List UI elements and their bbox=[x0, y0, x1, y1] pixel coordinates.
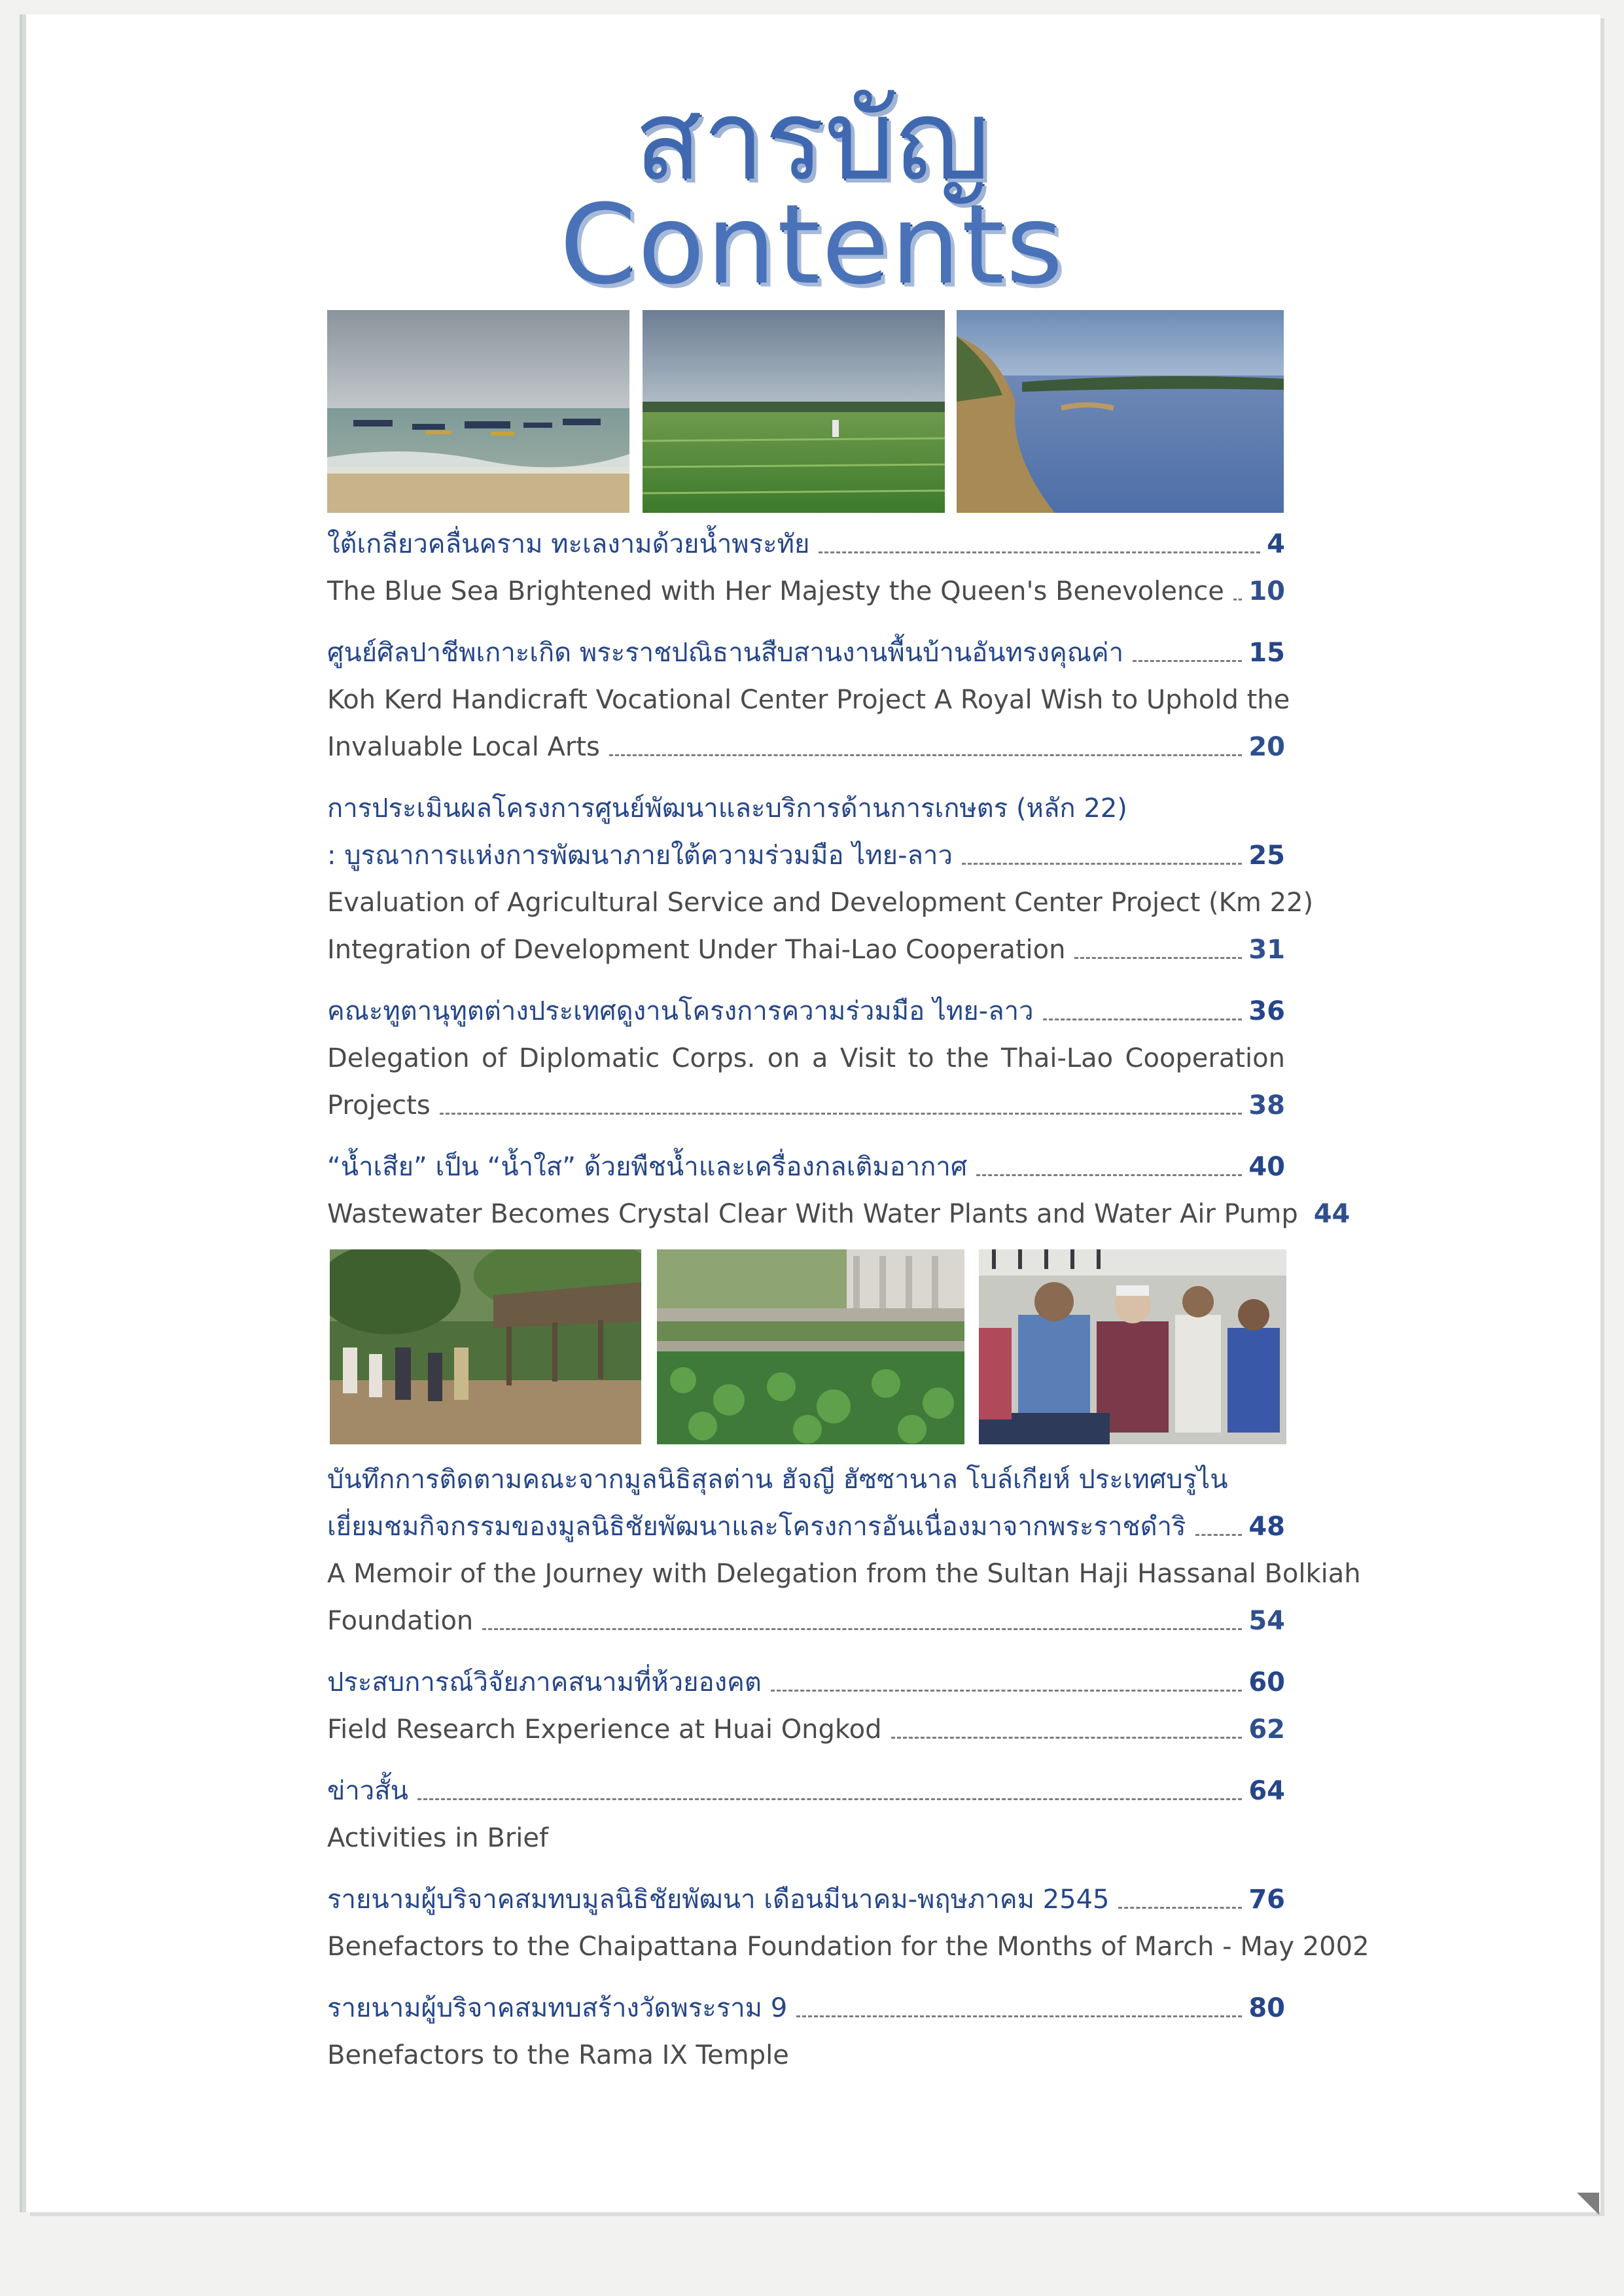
toc-entry-title: Field Research Experience at Huai Ongkod bbox=[327, 1714, 882, 1745]
toc-entry-title: Invaluable Local Arts bbox=[327, 732, 600, 762]
toc-entry-title: Koh Kerd Handicraft Vocational Center Project A Royal Wish to Uphold the bbox=[327, 685, 1290, 715]
toc-entry-thai-6-line-1[interactable] bbox=[327, 1459, 1285, 1501]
toc-entry-thai-6-line-2[interactable] bbox=[327, 1506, 1285, 1548]
toc-entry-thai-8[interactable] bbox=[327, 1770, 1285, 1812]
toc-page-number: 76 bbox=[1248, 1885, 1285, 1915]
toc-entry-title: Benefactors to the Rama IX Temple bbox=[327, 2040, 789, 2070]
toc-entry-title: รายนามผู้บริจาคสมทบสร้างวัดพระราม 9 bbox=[327, 1993, 788, 2023]
leader-dots bbox=[819, 551, 1260, 553]
photo-field-visit-image bbox=[330, 1249, 641, 1444]
toc-entry-thai-4[interactable] bbox=[327, 990, 1285, 1032]
toc-page-number: 40 bbox=[1248, 1152, 1285, 1182]
leader-dots bbox=[771, 1690, 1242, 1692]
toc-entry-thai-10[interactable] bbox=[327, 1987, 1285, 2029]
toc-entry-english-2-line-1[interactable] bbox=[327, 679, 1290, 721]
toc-entry-title: บันทึกการติดตามคณะจากมูลนิธิสุลต่าน ฮัจญี ฮัซซานาล โบล์เกียห์ ประเทศบรูไน bbox=[327, 1465, 1228, 1495]
toc-entry-title: A Memoir of the Journey with Delegation from the Sultan Haji Hassanal Bolkiah bbox=[327, 1559, 1361, 1589]
toc-page-number: 38 bbox=[1248, 1090, 1285, 1121]
leader-dots bbox=[417, 1798, 1242, 1800]
photo-water-plants-pond bbox=[657, 1249, 964, 1444]
toc-entry-title: Delegation of Diplomatic Corps. on a Visit to the Thai-Lao Cooperation bbox=[327, 1043, 1285, 1073]
toc-entry-title: Evaluation of Agricultural Service and Development Center Project (Km 22) bbox=[327, 888, 1314, 918]
page-corner-fold bbox=[1577, 2193, 1599, 2215]
photo-river bbox=[957, 310, 1284, 513]
toc-entry-title: รายนามผู้บริจาคสมทบมูลนิธิชัยพัฒนา เดือนมีนาคม-พฤษภาคม 2545 bbox=[327, 1885, 1110, 1915]
photo-delegation-exhibit-image bbox=[979, 1249, 1286, 1444]
toc-entry-thai-9[interactable] bbox=[327, 1879, 1285, 1921]
leader-dots bbox=[1118, 1907, 1242, 1909]
toc-entry-english-4-line-1[interactable] bbox=[327, 1037, 1285, 1079]
toc-page-number: 20 bbox=[1248, 732, 1285, 762]
toc-entry-english-6-line-1[interactable] bbox=[327, 1553, 1361, 1595]
toc-entry-title: ข่าวสั้น bbox=[327, 1776, 409, 1806]
leader-dots bbox=[976, 1174, 1242, 1176]
leader-dots bbox=[1233, 599, 1242, 600]
toc-entry-title: “น้ำเสีย” เป็น “น้ำใส” ด้วยพืชน้ำและเครื่องกลเติมอากาศ bbox=[327, 1152, 968, 1182]
toc-entry-english-5[interactable] bbox=[327, 1193, 1350, 1235]
leader-dots bbox=[962, 863, 1242, 865]
toc-page-number: 15 bbox=[1248, 638, 1285, 668]
leader-dots bbox=[440, 1113, 1243, 1115]
toc-entry-english-3-line-1[interactable] bbox=[327, 882, 1314, 924]
leader-dots bbox=[796, 2015, 1242, 2017]
toc-entry-english-4-line-2[interactable] bbox=[327, 1085, 1285, 1126]
toc-entry-thai-3-line-1[interactable] bbox=[327, 788, 1285, 829]
toc-entry-thai-2[interactable] bbox=[327, 632, 1285, 674]
toc-entry-title: : บูรณาการแห่งการพัฒนาภายใต้ความร่วมมือ ไทย-ลาว bbox=[327, 841, 953, 871]
leader-dots bbox=[1043, 1018, 1243, 1020]
toc-entry-english-7[interactable] bbox=[327, 1709, 1285, 1750]
toc-page-number: 25 bbox=[1248, 841, 1285, 871]
leader-dots bbox=[1074, 957, 1242, 959]
toc-entry-thai-5[interactable] bbox=[327, 1146, 1285, 1188]
toc-entry-title: Projects bbox=[327, 1090, 431, 1121]
toc-entry-thai-1[interactable] bbox=[327, 523, 1285, 565]
toc-page-number: 36 bbox=[1248, 996, 1285, 1026]
photo-rice-field-image bbox=[643, 310, 945, 513]
leader-dots bbox=[1133, 660, 1242, 662]
photo-water-plants-pond-image bbox=[657, 1249, 964, 1444]
photo-river-image bbox=[957, 310, 1284, 513]
toc-page-number: 62 bbox=[1248, 1714, 1285, 1745]
toc-entry-title: ศูนย์ศิลปาชีพเกาะเกิด พระราชปณิธานสืบสานงานพื้นบ้านอันทรงคุณค่า bbox=[327, 638, 1124, 668]
photo-boats-beach bbox=[327, 310, 629, 513]
toc-page-number: 4 bbox=[1267, 529, 1285, 559]
toc-entry-english-6-line-2[interactable] bbox=[327, 1600, 1285, 1642]
contents-title-thai: สารบัญ bbox=[634, 76, 990, 205]
toc-entry-thai-3-line-2[interactable] bbox=[327, 835, 1285, 877]
photo-delegation-exhibit bbox=[979, 1249, 1286, 1444]
toc-entry-english-9[interactable] bbox=[327, 1926, 1369, 1968]
toc-page-number: 80 bbox=[1248, 1993, 1285, 2023]
toc-entry-title: เยี่ยมชมกิจกรรมของมูลนิธิชัยพัฒนาและโครงการอันเนื่องมาจากพระราชดำริ bbox=[327, 1512, 1186, 1542]
toc-entry-english-8[interactable] bbox=[327, 1817, 1285, 1859]
toc-page-number: 10 bbox=[1248, 576, 1285, 606]
toc-page-number: 31 bbox=[1248, 935, 1285, 965]
contents-title-english: Contents bbox=[559, 181, 1065, 309]
toc-page-number: 44 bbox=[1313, 1199, 1350, 1229]
toc-entry-title: Foundation bbox=[327, 1606, 474, 1636]
toc-entry-title: ใต้เกลียวคลื่นคราม ทะเลงามด้วยน้ำพระทัย bbox=[327, 529, 810, 559]
photo-boats-beach-image bbox=[327, 310, 629, 513]
toc-entry-thai-7[interactable] bbox=[327, 1661, 1285, 1703]
toc-entry-english-10[interactable] bbox=[327, 2034, 1285, 2076]
photo-field-visit bbox=[330, 1249, 641, 1444]
toc-entry-english-3-line-2[interactable] bbox=[327, 929, 1285, 971]
toc-entry-title: การประเมินผลโครงการศูนย์พัฒนาและบริการด้านการเกษตร (หลัก 22) bbox=[327, 793, 1127, 824]
toc-entry-title: คณะทูตานุทูตต่างประเทศดูงานโครงการความร่วมมือ ไทย-ลาว bbox=[327, 996, 1034, 1026]
toc-entry-title: The Blue Sea Brightened with Her Majesty the Queen's Benevolence bbox=[327, 576, 1224, 606]
toc-entry-title: Wastewater Becomes Crystal Clear With Water Plants and Water Air Pump bbox=[327, 1199, 1298, 1229]
toc-page-number: 64 bbox=[1248, 1776, 1285, 1806]
toc-page-number: 48 bbox=[1248, 1512, 1285, 1542]
toc-entry-title: Integration of Development Under Thai-Lao Cooperation bbox=[327, 935, 1066, 965]
toc-entry-title: ประสบการณ์วิจัยภาคสนามที่ห้วยองคต bbox=[327, 1667, 762, 1697]
leader-dots bbox=[891, 1737, 1243, 1739]
toc-page-number: 60 bbox=[1248, 1667, 1285, 1697]
leader-dots bbox=[482, 1628, 1242, 1630]
photo-rice-field bbox=[643, 310, 945, 513]
toc-entry-title: Benefactors to the Chaipattana Foundation for the Months of March - May 2002 bbox=[327, 1932, 1369, 1962]
leader-dots bbox=[1195, 1534, 1243, 1536]
page-edge-shadow bbox=[20, 14, 25, 2212]
toc-entry-english-1[interactable] bbox=[327, 570, 1285, 612]
toc-entry-english-2-line-2[interactable] bbox=[327, 726, 1285, 768]
toc-page-number: 54 bbox=[1248, 1606, 1285, 1636]
toc-entry-title: Activities in Brief bbox=[327, 1823, 549, 1853]
leader-dots bbox=[609, 754, 1242, 756]
